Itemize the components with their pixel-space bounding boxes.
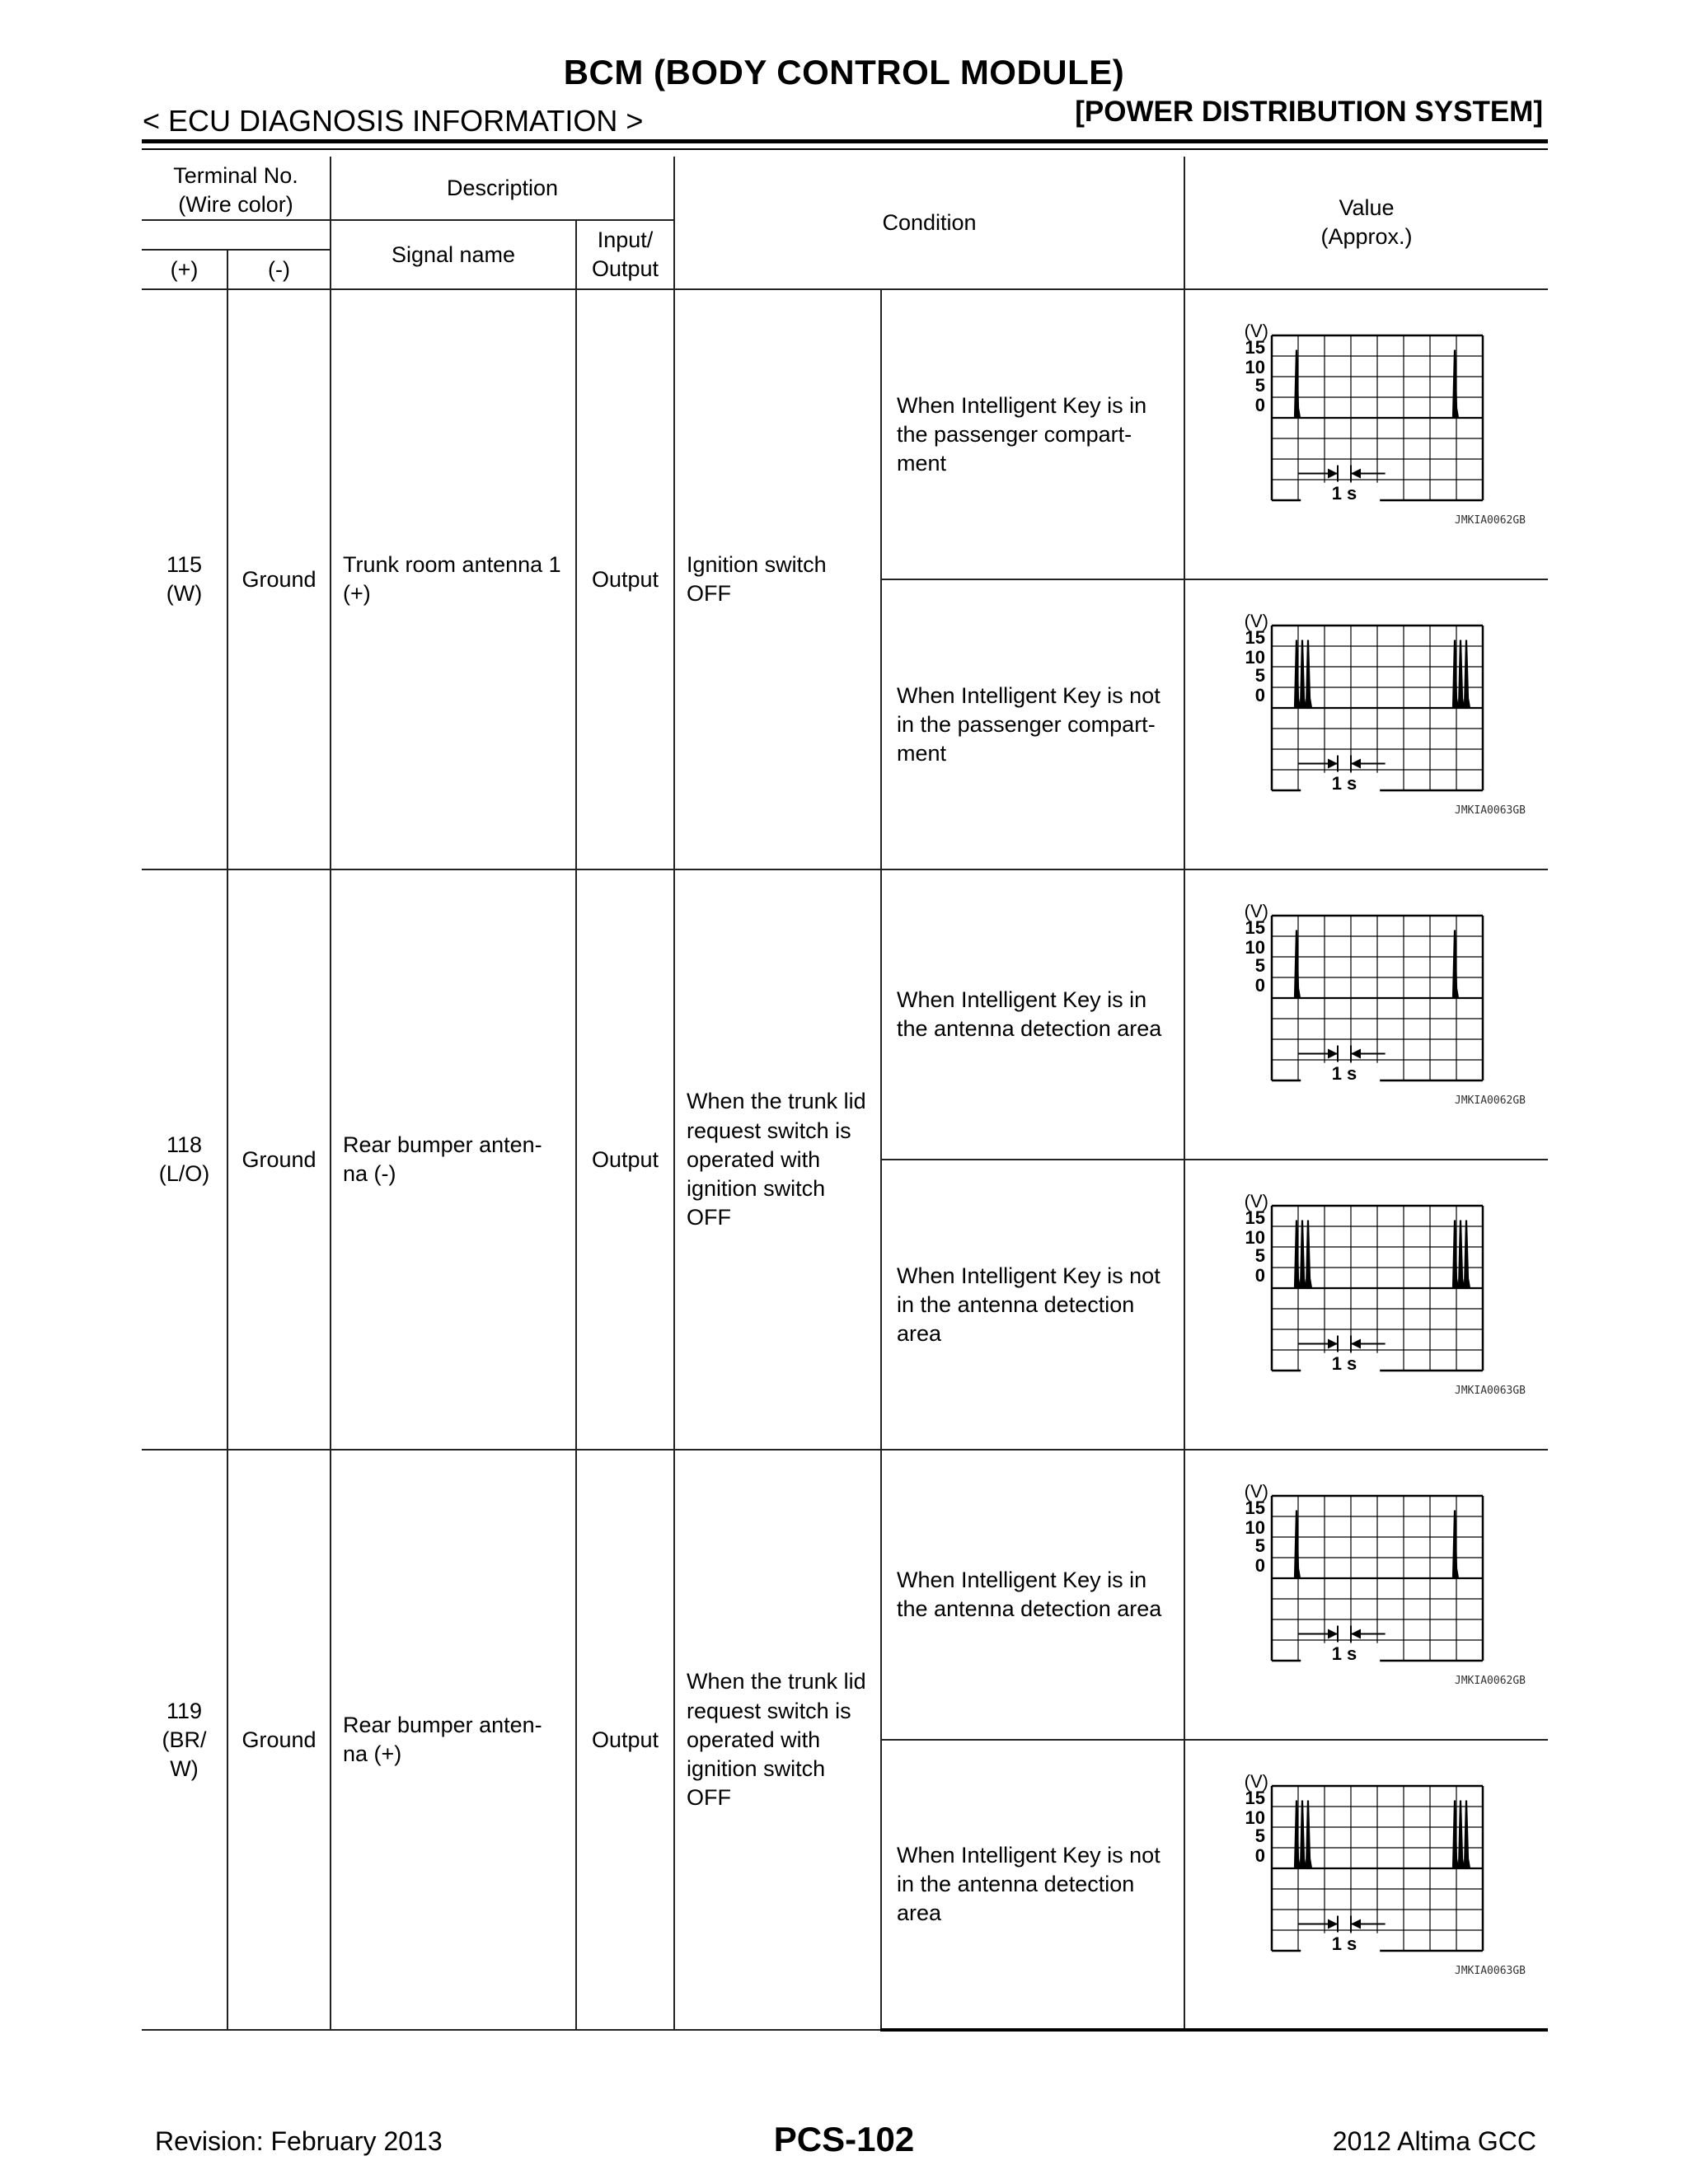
signal-name-cell: Rear bumper anten-na (+) xyxy=(331,1450,576,2030)
voltage-tick-label: 10 xyxy=(1245,1227,1266,1249)
waveform-cell xyxy=(1184,1740,1548,2030)
signal-pulse xyxy=(1453,640,1458,709)
voltage-tick-label: 10 xyxy=(1245,647,1266,668)
waveform-cell xyxy=(1184,289,1548,579)
sub-condition-cell: When Intelligent Key is in the passenger compart-ment xyxy=(881,289,1184,579)
waveform-chart xyxy=(1193,1181,1540,1428)
revision-date: Revision: February 2013 xyxy=(155,2126,443,2156)
voltage-tick-label: 5 xyxy=(1254,375,1266,396)
terminal-number-cell xyxy=(142,869,227,1450)
signal-pulse xyxy=(1453,1221,1458,1289)
voltage-tick-label: 5 xyxy=(1254,1535,1266,1557)
voltage-tick-label: 10 xyxy=(1245,1517,1266,1539)
value-label: Value xyxy=(1339,195,1395,220)
voltage-axis-label: (V) xyxy=(1244,321,1269,342)
condition-header: Condition xyxy=(674,157,1184,289)
io-header xyxy=(576,220,674,289)
header-rule-thin xyxy=(142,148,1548,150)
voltage-tick-label: 0 xyxy=(1254,685,1266,706)
figure-code: JMKIA0063GB xyxy=(1454,804,1526,818)
approx-label: (Approx.) xyxy=(1320,224,1413,250)
signal-pulse xyxy=(1459,1800,1464,1868)
voltage-tick-label: 15 xyxy=(1245,917,1266,939)
voltage-tick-label: 10 xyxy=(1245,357,1266,378)
signal-pulse xyxy=(1301,640,1306,709)
voltage-tick-label: 15 xyxy=(1245,627,1266,649)
table-row xyxy=(142,1450,1548,1740)
signal-pulse xyxy=(1301,1800,1306,1868)
voltage-tick-label: 0 xyxy=(1254,1844,1266,1866)
signal-pulse xyxy=(1295,1800,1300,1868)
signal-pulse xyxy=(1295,1511,1300,1579)
signal-pulse xyxy=(1295,930,1300,999)
waveform-chart xyxy=(1193,891,1540,1138)
value-header xyxy=(1184,157,1548,289)
sub-condition-cell: When Intelligent Key is not in the antenna detection area xyxy=(881,1740,1184,2030)
terminal-number-line: (W) xyxy=(166,581,203,607)
timebase-label: 1 s xyxy=(1331,482,1357,504)
figure-code: JMKIA0062GB xyxy=(1454,1675,1526,1688)
voltage-tick-label: 15 xyxy=(1245,337,1266,359)
waveform-cell xyxy=(1184,579,1548,869)
ground-cell: Ground xyxy=(227,1450,331,2030)
signal-pulse xyxy=(1306,1800,1311,1868)
signal-pulse xyxy=(1453,1511,1458,1579)
terminal-number-line: W) xyxy=(170,1755,199,1781)
sub-condition-cell: When Intelligent Key is in the antenna detection area xyxy=(881,1450,1184,1740)
ground-cell: Ground xyxy=(227,869,331,1450)
voltage-axis-label: (V) xyxy=(1244,1191,1269,1212)
plus-header: (+) xyxy=(142,250,227,289)
voltage-tick-label: 15 xyxy=(1245,1787,1266,1808)
timebase-label: 1 s xyxy=(1331,1062,1357,1084)
signal-name-cell: Rear bumper anten-na (-) xyxy=(331,869,576,1450)
timebase-label: 1 s xyxy=(1331,1933,1357,1954)
voltage-tick-label: 10 xyxy=(1245,1807,1266,1828)
signal-pulse xyxy=(1306,640,1311,709)
terminal-number-line: (BR/ xyxy=(162,1727,207,1752)
signal-pulse xyxy=(1295,640,1300,709)
signal-pulse xyxy=(1465,640,1470,709)
voltage-axis-label: (V) xyxy=(1244,1481,1269,1502)
terminal-number-line: (L/O) xyxy=(158,1161,210,1187)
system-label: [POWER DISTRIBUTION SYSTEM] xyxy=(1075,96,1543,128)
terminal-table xyxy=(142,157,1548,2032)
signal-pulse xyxy=(1453,1800,1458,1868)
signal-pulse xyxy=(1465,1221,1470,1289)
terminal-number-cell xyxy=(142,1450,227,2030)
signal-pulse xyxy=(1306,1221,1311,1289)
sub-condition-cell: When Intelligent Key is not in the passenger compart-ment xyxy=(881,579,1184,869)
terminal-header xyxy=(142,157,331,220)
sub-condition-cell: When Intelligent Key is in the antenna detection area xyxy=(881,869,1184,1160)
condition-cell: When the trunk lid request switch is operated with ignition switch OFF xyxy=(674,869,881,1450)
voltage-tick-label: 5 xyxy=(1254,1825,1266,1846)
voltage-tick-label: 15 xyxy=(1245,1207,1266,1229)
voltage-tick-label: 10 xyxy=(1245,937,1266,958)
signal-pulse xyxy=(1459,1221,1464,1289)
waveform-chart xyxy=(1193,311,1540,558)
signal-pulse xyxy=(1465,1800,1470,1868)
table-row xyxy=(142,289,1548,579)
timebase-label: 1 s xyxy=(1331,1643,1357,1664)
waveform-chart xyxy=(1193,1761,1540,2008)
io-cell: Output xyxy=(576,289,674,869)
figure-code: JMKIA0062GB xyxy=(1454,514,1526,527)
table-row xyxy=(142,869,1548,1160)
voltage-tick-label: 0 xyxy=(1254,395,1266,416)
timebase-label: 1 s xyxy=(1331,772,1357,794)
figure-code: JMKIA0063GB xyxy=(1454,1964,1526,1977)
terminal-header-cont xyxy=(142,220,331,250)
waveform-cell xyxy=(1184,869,1548,1160)
voltage-tick-label: 5 xyxy=(1254,955,1266,977)
output-label: Output xyxy=(591,256,659,282)
timebase-label: 1 s xyxy=(1331,1352,1357,1374)
ground-cell: Ground xyxy=(227,289,331,869)
signal-pulse xyxy=(1301,1221,1306,1289)
description-header: Description xyxy=(331,157,674,220)
condition-cell: Ignition switch OFF xyxy=(674,289,881,869)
voltage-tick-label: 0 xyxy=(1254,1265,1266,1286)
waveform-chart xyxy=(1193,1471,1540,1718)
figure-code: JMKIA0063GB xyxy=(1454,1385,1526,1398)
sub-condition-cell: When Intelligent Key is not in the antenna detection area xyxy=(881,1160,1184,1450)
terminal-number-cell xyxy=(142,289,227,869)
signal-pulse xyxy=(1295,350,1300,419)
waveform-cell xyxy=(1184,1450,1548,1740)
voltage-axis-label: (V) xyxy=(1244,1770,1269,1792)
signal-pulse xyxy=(1295,1221,1300,1289)
waveform-chart xyxy=(1193,601,1540,848)
terminal-number-line: 119 xyxy=(166,1698,203,1723)
wire-color-label: (Wire color) xyxy=(178,192,293,218)
voltage-tick-label: 5 xyxy=(1254,1245,1266,1267)
voltage-tick-label: 0 xyxy=(1254,975,1266,996)
page-title: BCM (BODY CONTROL MODULE) xyxy=(563,53,1125,91)
vehicle-model: 2012 Altima GCC xyxy=(1332,2126,1536,2156)
terminal-no-label: Terminal No. xyxy=(173,163,298,188)
terminal-number-line: 118 xyxy=(166,1132,203,1158)
signal-name-header: Signal name xyxy=(331,220,576,289)
minus-header: (-) xyxy=(227,250,331,289)
page-number: PCS-102 xyxy=(773,2120,915,2158)
signal-pulse xyxy=(1453,930,1458,999)
voltage-tick-label: 0 xyxy=(1254,1555,1266,1577)
voltage-tick-label: 5 xyxy=(1254,665,1266,687)
io-cell: Output xyxy=(576,869,674,1450)
figure-code: JMKIA0062GB xyxy=(1454,1094,1526,1108)
header-rule-thick xyxy=(142,139,1548,143)
voltage-axis-label: (V) xyxy=(1244,611,1269,632)
voltage-axis-label: (V) xyxy=(1244,901,1269,922)
section-breadcrumb: < ECU DIAGNOSIS INFORMATION > xyxy=(143,104,644,138)
io-cell: Output xyxy=(576,1450,674,2030)
signal-pulse xyxy=(1459,640,1464,709)
signal-name-cell: Trunk room antenna 1 (+) xyxy=(331,289,576,869)
input-label: Input/ xyxy=(597,227,654,253)
condition-cell: When the trunk lid request switch is operated with ignition switch OFF xyxy=(674,1450,881,2030)
signal-pulse xyxy=(1453,350,1458,419)
waveform-cell xyxy=(1184,1160,1548,1450)
terminal-number-line: 115 xyxy=(166,552,203,578)
voltage-tick-label: 15 xyxy=(1245,1497,1266,1519)
